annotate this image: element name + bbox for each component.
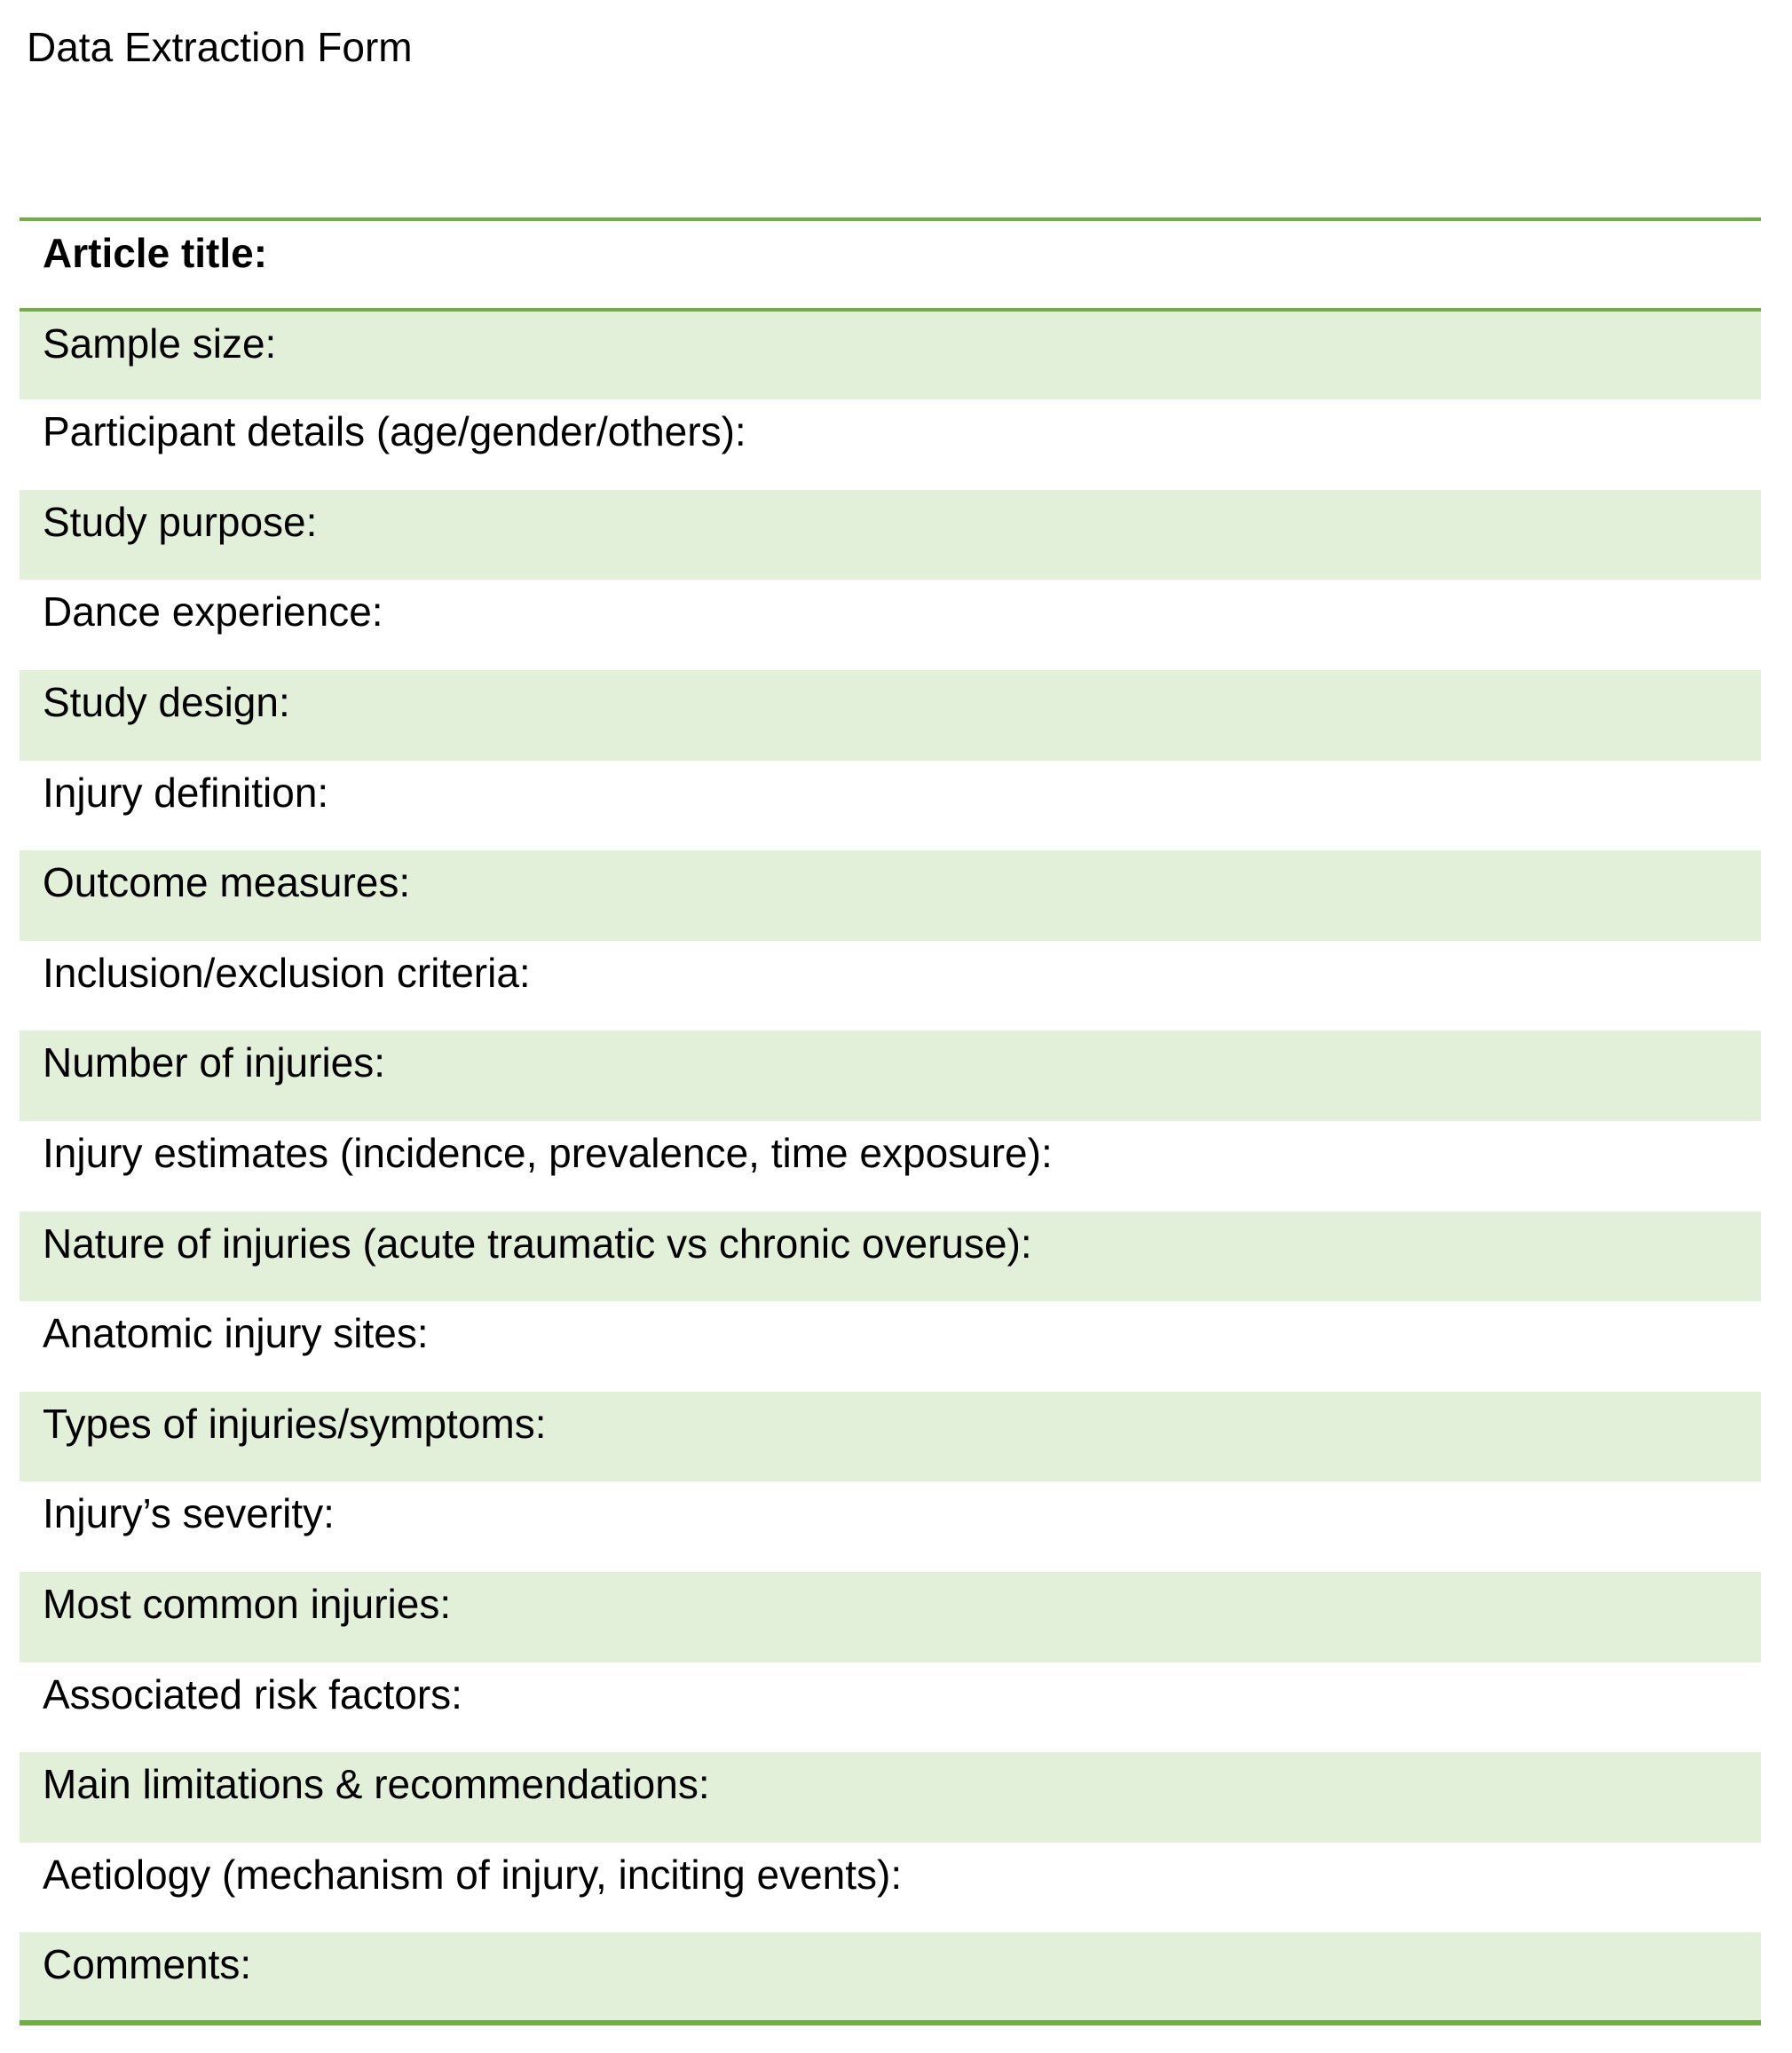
inclusion-exclusion-criteria-label: Inclusion/exclusion criteria: xyxy=(20,941,1761,1031)
article-title-label: Article title: xyxy=(20,219,1761,310)
participant-details-label: Participant details (age/gender/others): xyxy=(20,399,1761,490)
row-dance-experience xyxy=(20,580,1761,670)
study-purpose-label: Study purpose: xyxy=(20,490,1761,580)
row-number-of-injuries xyxy=(20,1030,1761,1121)
injury-definition-label: Injury definition: xyxy=(20,761,1761,851)
row-outcome-measures xyxy=(20,850,1761,941)
outcome-measures-label: Outcome measures: xyxy=(20,850,1761,941)
anatomic-injury-sites-label: Anatomic injury sites: xyxy=(20,1301,1761,1392)
row-article-title xyxy=(20,219,1761,310)
row-most-common-injuries xyxy=(20,1572,1761,1662)
dance-experience-label: Dance experience: xyxy=(20,580,1761,670)
nature-of-injuries-label: Nature of injuries (acute traumatic vs chronic overuse): xyxy=(20,1212,1761,1302)
row-sample-size xyxy=(20,310,1761,400)
document-title: Data Extraction Form xyxy=(27,24,413,70)
row-nature-of-injuries xyxy=(20,1212,1761,1302)
row-associated-risk-factors xyxy=(20,1662,1761,1753)
injury-estimates-label: Injury estimates (incidence, prevalence, time exposure): xyxy=(20,1121,1761,1212)
row-comments xyxy=(20,1932,1761,2023)
row-aetiology xyxy=(20,1843,1761,1933)
row-participant-details xyxy=(20,399,1761,490)
main-limitations-recommendations-label: Main limitations & recommendations: xyxy=(20,1752,1761,1843)
number-of-injuries-label: Number of injuries: xyxy=(20,1030,1761,1121)
sample-size-label: Sample size: xyxy=(20,310,1761,400)
row-inclusion-exclusion-criteria xyxy=(20,941,1761,1031)
row-injury-estimates xyxy=(20,1121,1761,1212)
comments-label: Comments: xyxy=(20,1932,1761,2023)
row-study-design xyxy=(20,670,1761,761)
form-table-body xyxy=(20,219,1761,2023)
associated-risk-factors-label: Associated risk factors: xyxy=(20,1662,1761,1753)
row-main-limitations-recommendations xyxy=(20,1752,1761,1843)
study-design-label: Study design: xyxy=(20,670,1761,761)
row-injury-definition xyxy=(20,761,1761,851)
row-types-of-injuries-symptoms xyxy=(20,1392,1761,1482)
row-injury-severity xyxy=(20,1481,1761,1572)
row-study-purpose xyxy=(20,490,1761,580)
row-anatomic-injury-sites xyxy=(20,1301,1761,1392)
injury-severity-label: Injury’s severity: xyxy=(20,1481,1761,1572)
aetiology-label: Aetiology (mechanism of injury, inciting events): xyxy=(20,1843,1761,1933)
data-extraction-form-table xyxy=(20,217,1761,2025)
most-common-injuries-label: Most common injuries: xyxy=(20,1572,1761,1662)
types-of-injuries-symptoms-label: Types of injuries/symptoms: xyxy=(20,1392,1761,1482)
